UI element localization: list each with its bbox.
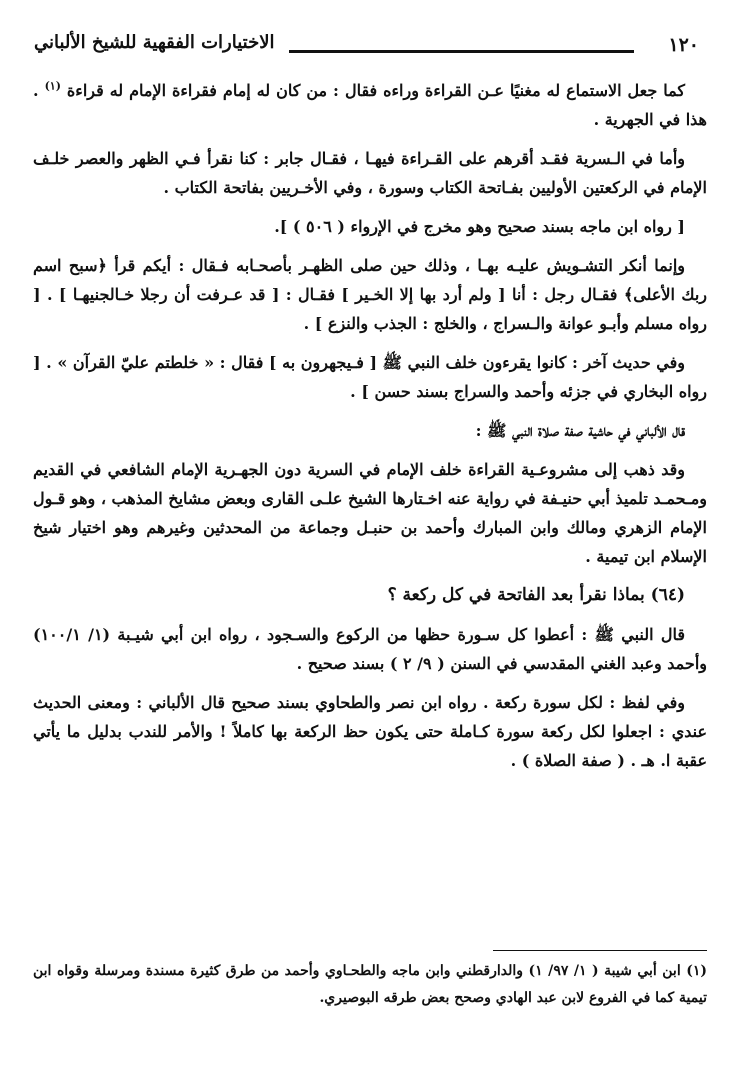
header-rule	[289, 50, 634, 53]
paragraph-2: وأما في الـسرية فقـد أقرهم على القـراءة فيهـا ، فقـال جابر : كنا نقرأ فـي الظهر والعصر خلـف الإمام في الركعتين الأوليين بفـاتحة الكتاب وسورة ، وفي الأخـريين بفاتحة الكتاب .	[33, 149, 707, 197]
paragraph-1-text: كما جعل الاستماع له مغنيًا عـن القراءة وراءه فقال : من كان له إمام فقراءة الإمام له قراءة	[66, 81, 685, 100]
paragraph-7: وقد ذهب إلى مشروعـية القراءة خلف الإمام في السرية دون الجهـرية الإمام الشافعي في القديم ومـحمـد تلميذ أبي حنيـفة في رواية عنه اخـتارها الشيخ علـى القارى وبعض مشايخ المذهب ، وهو قـول الإمام الزهري ومالك وابن المبارك وأحمد بن حنبـل وجماعة من المحدثين وغيرهم وهو اختيار شيخ الإسلام ابن تيمية .	[33, 460, 707, 566]
page-header	[34, 28, 709, 68]
page-number: ١٢٠	[668, 34, 699, 56]
paragraph-5: وفي حديث آخر : كانوا يقرءون خلف النبي ﷺ [ فـيجهرون به ] فقال : « خلطتم عليّ القرآن » . [ رواه البخاري في جزئه وأحمد والسراج بسند حسن ] .	[33, 353, 707, 401]
footnote-marker: (١)	[44, 79, 61, 93]
paragraph-4: وإنما أنكر التشـويش عليـه بهـا ، وذلك حين صلى الظهـر بأصحـابه فـقال : أيكم قرأ ﴿سبح اسم ربك الأعلى﴾ فقـال رجل : أنا [ ولم أرد بها إلا الخـير ] فقـال : [ قد عـرفت أن رجلا خـالجنيهـا ] . [ رواه مسلم وأبـو عوانة والـسراج ، والخلج : الجذب والنزع ] .	[33, 256, 707, 333]
albani-note-heading: قال الألباني في حاشية صفة صلاة النبي ﷺ :	[475, 421, 685, 440]
section-heading-64: (٦٤) بماذا نقرأ بعد الفاتحة في كل ركعة ؟	[387, 585, 685, 605]
footnote-rule	[493, 950, 707, 951]
paragraph-1	[33, 76, 707, 134]
page-body	[33, 76, 707, 785]
paragraph-9: قال النبي ﷺ : أعطوا كل سـورة حظها من الركوع والسـجود ، رواه ابن أبي شيـبة (١/ ١٠٠/١) وأحمد وعبد الغني المقدسي في السنن ( ٩/ ٢ ) بسند صحيح .	[33, 625, 707, 673]
paragraph-10: وفي لفظ : لكل سورة ركعة . رواه ابن نصر والطحاوي بسند صحيح قال الألباني : ومعنى الحديث عندي : اجعلوا لكل ركعة سورة كـاملة حتى يكون حظ الركعة بها كاملاً ! والأمر للندب بدليل ما يأتي عقبة ا. هـ . ( صفة الصلاة ) .	[33, 693, 707, 770]
footnote-text: (١) ابن أبي شيبة ( ١/ ٩٧/ ١) والدارقطني وابن ماجه والطحـاوي وأحمد من طرق كثيرة مسندة ومرسلة وقواه ابن تيمية كما في الفروع لابن عبد الهادي وصحح بعض طرقه البوصيري.	[33, 963, 707, 1006]
footnote	[33, 958, 707, 1012]
book-title: الاختيارات الفقهية للشيخ الألباني	[34, 32, 275, 53]
paragraph-1-end: . هذا في الجهرية .	[33, 81, 707, 129]
citation-irwa: [ رواه ابن ماجه بسند صحيح وهو مخرج في الإرواء ( ٥٠٦ ) ].	[274, 217, 685, 236]
